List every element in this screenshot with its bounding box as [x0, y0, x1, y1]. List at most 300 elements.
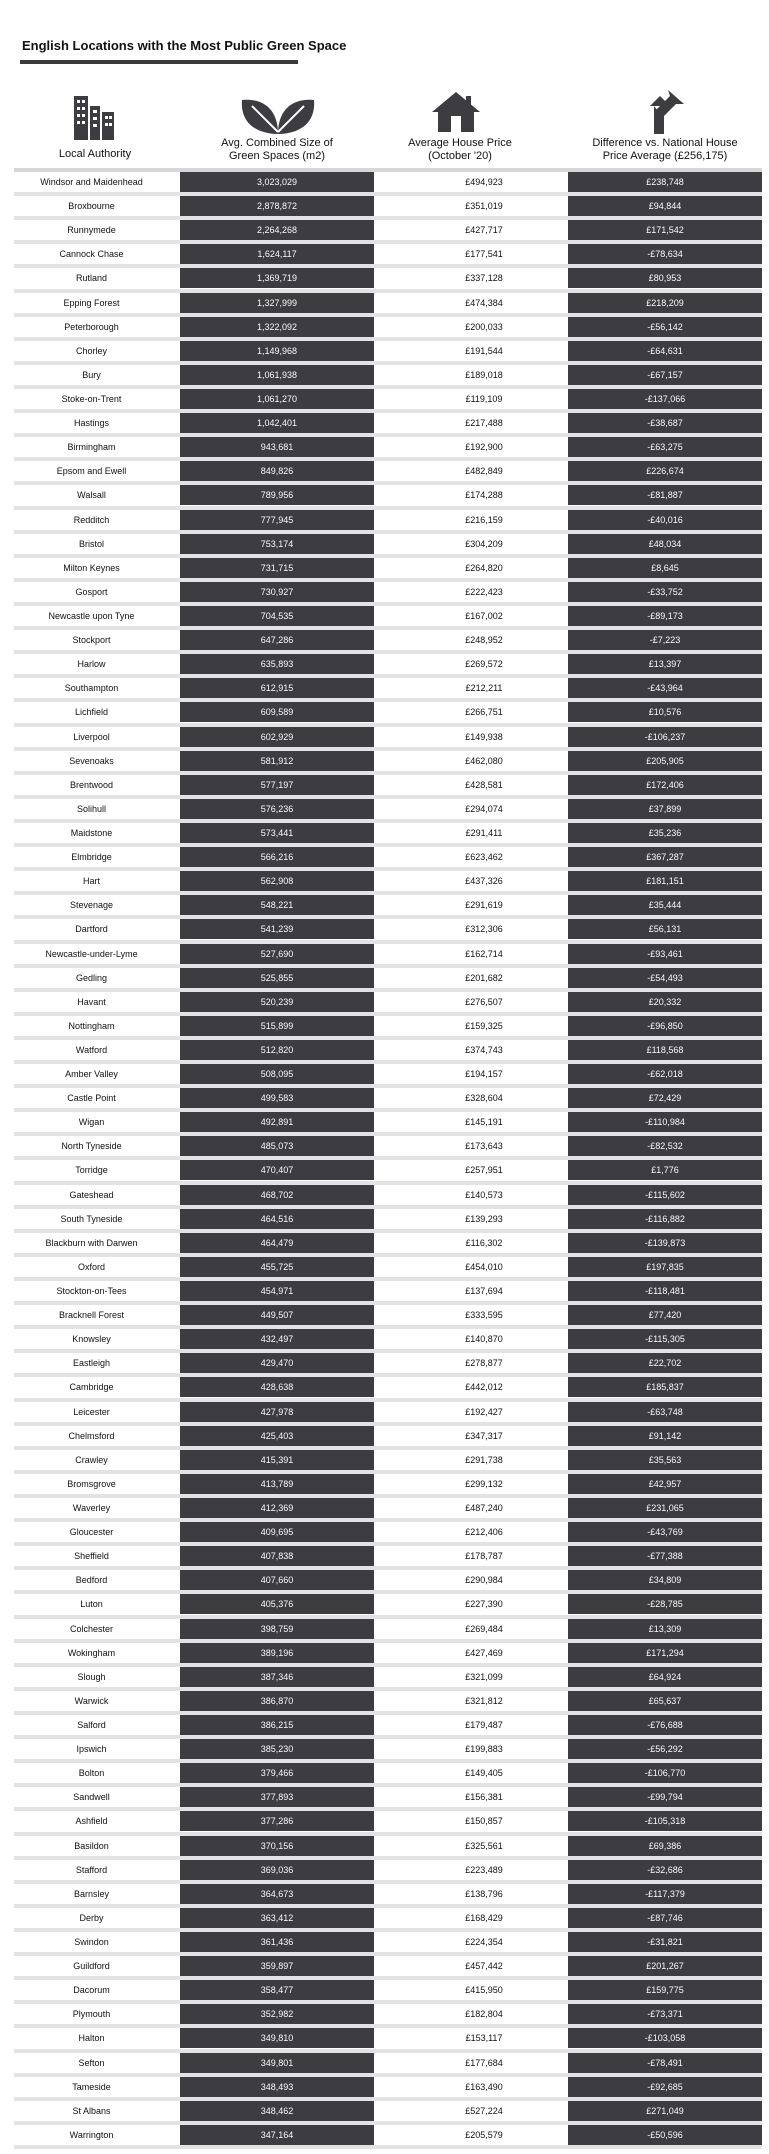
table-row [14, 220, 762, 244]
authority-cell: Bromsgrove [67, 1478, 116, 1489]
house-price-cell: £200,033 [465, 321, 503, 332]
buildings-icon [70, 90, 116, 140]
green-space-cell: 364,673 [180, 1884, 374, 1904]
house-price-cell: £179,487 [465, 1720, 503, 1730]
table-row [14, 341, 762, 365]
table-row [14, 1353, 762, 1377]
green-space-cell: 428,638 [180, 1377, 374, 1397]
house-price-cell: £156,381 [465, 1792, 503, 1803]
green-space-cell: 499,583 [180, 1088, 374, 1108]
difference-cell: £20,332 [568, 992, 762, 1012]
green-space-cell: 425,403 [180, 1426, 374, 1446]
authority-cell: Guildford [73, 1961, 110, 1972]
table-row [14, 654, 762, 678]
difference-cell: £10,576 [568, 702, 762, 722]
difference-cell: £238,748 [568, 172, 762, 192]
title-underline [20, 60, 298, 64]
house-price-cell: £205,579 [465, 2129, 503, 2140]
authority-cell: Southampton [64, 683, 119, 694]
green-space-cell: 379,466 [180, 1763, 374, 1783]
house-price-cell: £462,080 [465, 755, 503, 766]
difference-cell: £42,957 [568, 1474, 762, 1494]
table-row [14, 1474, 762, 1498]
house-price-cell: £337,128 [465, 273, 503, 284]
house-price-cell: £276,507 [465, 996, 503, 1007]
house-price-cell: £163,490 [465, 2081, 503, 2092]
authority-cell: Chelmsford [68, 1430, 115, 1441]
house-price-cell: £212,406 [465, 1527, 503, 1538]
house-price-cell: £299,132 [465, 1478, 503, 1489]
green-space-cell: 1,149,968 [180, 341, 374, 361]
authority-cell: Birmingham [67, 442, 116, 453]
difference-cell: £8,645 [568, 558, 762, 578]
authority-cell: Peterborough [64, 321, 119, 332]
table-row [14, 1860, 762, 1884]
house-price-cell: £159,325 [465, 1020, 503, 1031]
table-row [14, 1811, 762, 1835]
authority-cell: Cambridge [69, 1382, 114, 1393]
green-space-cell: 777,945 [180, 510, 374, 530]
difference-cell: -£43,769 [568, 1522, 762, 1542]
table-row [14, 1281, 762, 1305]
authority-cell: Sevenoaks [69, 755, 114, 766]
difference-cell: £171,542 [568, 220, 762, 240]
house-price-cell: £264,820 [465, 562, 503, 573]
authority-cell: Stockport [72, 635, 111, 646]
table-row [14, 1498, 762, 1522]
green-space-cell: 577,197 [180, 775, 374, 795]
authority-cell: Lichfield [74, 707, 109, 718]
authority-cell: Colchester [69, 1623, 114, 1634]
house-price-cell: £487,240 [465, 1503, 503, 1514]
house-price-cell: £189,018 [465, 369, 503, 380]
difference-cell: -£105,318 [568, 1811, 762, 1831]
table-row [14, 1329, 762, 1353]
authority-cell: Rutland [75, 273, 108, 284]
house-price-cell: £457,442 [465, 1961, 503, 1972]
table-row [14, 1522, 762, 1546]
difference-cell: £35,236 [568, 823, 762, 843]
house-price-cell: £623,462 [465, 852, 503, 863]
difference-cell: £205,905 [568, 751, 762, 771]
authority-cell: South Tyneside [60, 1213, 123, 1224]
house-price-cell: £116,302 [465, 1237, 503, 1248]
difference-cell: £159,775 [568, 1980, 762, 2000]
difference-cell: £64,924 [568, 1667, 762, 1687]
green-space-cell: 2,264,268 [180, 220, 374, 240]
difference-cell: £181,151 [568, 871, 762, 891]
green-space-cell: 731,715 [180, 558, 374, 578]
authority-cell: Sheffield [74, 1551, 109, 1562]
house-price-cell: £177,684 [465, 2057, 503, 2068]
table-row [14, 2028, 762, 2052]
house-price-cell: £149,405 [465, 1768, 503, 1779]
green-space-cell: 405,376 [180, 1594, 374, 1614]
table-row [14, 244, 762, 268]
green-space-cell: 647,286 [180, 630, 374, 650]
green-space-cell: 609,589 [180, 702, 374, 722]
table-row [14, 558, 762, 582]
house-price-cell: £150,857 [465, 1816, 503, 1827]
green-space-cell: 369,036 [180, 1860, 374, 1880]
table-row [14, 775, 762, 799]
table-row [14, 1691, 762, 1715]
house-price-cell: £192,427 [465, 1406, 503, 1417]
difference-cell: -£110,984 [568, 1112, 762, 1132]
house-price-cell: £427,469 [465, 1647, 503, 1658]
table-row [14, 871, 762, 895]
authority-cell: Bracknell Forest [58, 1310, 125, 1321]
green-space-cell: 407,660 [180, 1570, 374, 1590]
authority-cell: Broxbourne [68, 201, 115, 212]
difference-cell: £56,131 [568, 919, 762, 939]
authority-cell: Newcastle-under-Lyme [45, 948, 138, 959]
column-header-house-price: Average House Price (October '20) [408, 137, 512, 162]
difference-cell: £48,034 [568, 534, 762, 554]
authority-cell: Liverpool [73, 731, 110, 742]
authority-cell: Maidstone [70, 827, 113, 838]
difference-cell: -£32,686 [568, 1860, 762, 1880]
house-price-cell: £140,573 [465, 1189, 503, 1200]
authority-cell: North Tyneside [61, 1141, 122, 1152]
authority-cell: Ipswich [76, 1744, 107, 1755]
house-price-cell: £290,984 [465, 1575, 503, 1586]
difference-cell: £13,309 [568, 1619, 762, 1639]
difference-cell: -£7,223 [568, 630, 762, 650]
difference-cell: £91,142 [568, 1426, 762, 1446]
table-row [14, 1426, 762, 1450]
table-row [14, 823, 762, 847]
difference-cell: -£63,275 [568, 437, 762, 457]
green-space-cell: 387,346 [180, 1667, 374, 1687]
house-price-cell: £178,787 [465, 1551, 503, 1562]
green-space-cell: 1,061,938 [180, 365, 374, 385]
house-price-cell: £138,796 [465, 1888, 503, 1899]
difference-cell: £1,776 [568, 1160, 762, 1180]
green-space-cell: 520,239 [180, 992, 374, 1012]
green-space-cell: 1,042,401 [180, 413, 374, 433]
green-space-cell: 389,196 [180, 1643, 374, 1663]
difference-cell: -£92,685 [568, 2077, 762, 2097]
table-row [14, 172, 762, 196]
table-row [14, 944, 762, 968]
green-space-cell: 612,915 [180, 678, 374, 698]
green-space-cell: 386,215 [180, 1715, 374, 1735]
authority-cell: Warrington [69, 2129, 114, 2140]
table-row [14, 1908, 762, 1932]
difference-cell: -£50,596 [568, 2125, 762, 2145]
authority-cell: Luton [80, 1599, 103, 1610]
authority-cell: Derby [79, 1912, 104, 1923]
green-space-cell: 1,322,092 [180, 317, 374, 337]
house-price-cell: £222,423 [465, 586, 503, 597]
green-space-cell: 348,493 [180, 2077, 374, 2097]
difference-cell: -£76,688 [568, 1715, 762, 1735]
house-price-cell: £437,326 [465, 876, 503, 887]
difference-cell: -£89,173 [568, 606, 762, 626]
table-row [14, 1402, 762, 1426]
difference-cell: -£63,748 [568, 1402, 762, 1422]
green-space-cell: 576,236 [180, 799, 374, 819]
table-row [14, 485, 762, 509]
authority-cell: Leicester [73, 1406, 110, 1417]
authority-cell: Gateshead [69, 1189, 114, 1200]
house-price-cell: £427,717 [465, 225, 503, 236]
house-price-cell: £227,390 [465, 1599, 503, 1610]
green-space-cell: 515,899 [180, 1016, 374, 1036]
authority-cell: Solihull [76, 803, 107, 814]
table-row [14, 2053, 762, 2077]
green-space-cell: 581,912 [180, 751, 374, 771]
authority-cell: Wigan [78, 1117, 105, 1128]
house-price-cell: £137,694 [465, 1286, 503, 1297]
difference-cell: £231,065 [568, 1498, 762, 1518]
authority-cell: Amber Valley [65, 1069, 118, 1080]
difference-cell: -£82,532 [568, 1136, 762, 1156]
green-space-cell: 432,497 [180, 1329, 374, 1349]
table-row [14, 1088, 762, 1112]
green-space-cell: 449,507 [180, 1305, 374, 1325]
green-space-cell: 429,470 [180, 1353, 374, 1373]
green-space-cell: 527,690 [180, 944, 374, 964]
difference-cell: £22,702 [568, 1353, 762, 1373]
authority-cell: Havant [77, 996, 106, 1007]
difference-cell: -£99,794 [568, 1787, 762, 1807]
column-header-authority: Local Authority [58, 148, 132, 160]
authority-cell: Harlow [77, 659, 106, 670]
difference-cell: -£87,746 [568, 1908, 762, 1928]
house-price-cell: £527,224 [465, 2105, 503, 2116]
table-row [14, 895, 762, 919]
authority-cell: Bristol [78, 538, 104, 549]
house-price-cell: £192,900 [465, 442, 503, 453]
table-row [14, 919, 762, 943]
green-space-cell: 464,516 [180, 1209, 374, 1229]
table-row [14, 606, 762, 630]
table-row [14, 992, 762, 1016]
house-price-cell: £442,012 [465, 1382, 503, 1393]
house-price-cell: £294,074 [465, 803, 503, 814]
green-space-cell: 407,838 [180, 1546, 374, 1566]
difference-cell: -£106,237 [568, 727, 762, 747]
authority-cell: Eastleigh [72, 1358, 111, 1369]
difference-cell: -£115,305 [568, 1329, 762, 1349]
difference-cell: £185,837 [568, 1377, 762, 1397]
green-space-cell: 1,624,117 [180, 244, 374, 264]
house-price-cell: £177,541 [465, 249, 503, 260]
table-row [14, 1980, 762, 2004]
table-row [14, 293, 762, 317]
difference-cell: £77,420 [568, 1305, 762, 1325]
table-row [14, 1064, 762, 1088]
difference-cell: £72,429 [568, 1088, 762, 1108]
table-row [14, 365, 762, 389]
difference-cell: £69,386 [568, 1836, 762, 1856]
table-row [14, 1305, 762, 1329]
green-space-cell: 704,535 [180, 606, 374, 626]
authority-cell: Stockton-on-Tees [56, 1286, 127, 1297]
difference-cell: -£62,018 [568, 1064, 762, 1084]
difference-cell: -£103,058 [568, 2028, 762, 2048]
authority-cell: Newcastle upon Tyne [48, 610, 135, 621]
table-row [14, 1233, 762, 1257]
house-price-cell: £212,211 [465, 683, 503, 694]
green-space-cell: 541,239 [180, 919, 374, 939]
table-row [14, 751, 762, 775]
authority-cell: Dacorum [73, 1985, 110, 1996]
table-row [14, 1377, 762, 1401]
authority-cell: Sandwell [73, 1792, 110, 1803]
table-row [14, 1136, 762, 1160]
difference-cell: -£137,066 [568, 389, 762, 409]
house-price-cell: £415,950 [465, 1985, 503, 1996]
table-row [14, 1739, 762, 1763]
green-space-cell: 548,221 [180, 895, 374, 915]
table-row [14, 1763, 762, 1787]
difference-cell: £34,809 [568, 1570, 762, 1590]
house-price-cell: £145,191 [465, 1117, 503, 1128]
difference-cell: -£93,461 [568, 944, 762, 964]
table-row [14, 1570, 762, 1594]
authority-cell: Wokingham [67, 1647, 116, 1658]
house-price-cell: £217,488 [465, 418, 503, 429]
difference-cell: £35,444 [568, 895, 762, 915]
table-row [14, 510, 762, 534]
difference-cell: -£117,379 [568, 1884, 762, 1904]
table-row [14, 389, 762, 413]
authority-cell: Hart [82, 876, 100, 887]
authority-cell: Gloucester [69, 1527, 114, 1538]
green-space-cell: 562,908 [180, 871, 374, 891]
authority-cell: Stoke-on-Trent [61, 393, 122, 404]
authority-cell: Knowsley [72, 1334, 111, 1345]
table-row [14, 1546, 762, 1570]
green-space-cell: 512,820 [180, 1040, 374, 1060]
table-row [14, 534, 762, 558]
green-space-cell: 1,369,719 [180, 268, 374, 288]
table-row [14, 968, 762, 992]
authority-cell: Elmbridge [71, 852, 112, 863]
difference-cell: -£28,785 [568, 1594, 762, 1614]
authority-cell: Castle Point [67, 1093, 116, 1104]
difference-cell: £37,899 [568, 799, 762, 819]
authority-cell: Plymouth [72, 2009, 111, 2020]
authority-cell: Warwick [74, 1695, 109, 1706]
table-row [14, 2004, 762, 2028]
difference-cell: £171,294 [568, 1643, 762, 1663]
difference-cell: -£73,371 [568, 2004, 762, 2024]
table-row [14, 1209, 762, 1233]
difference-cell: £65,637 [568, 1691, 762, 1711]
table-row [14, 1932, 762, 1956]
house-price-cell: £494,923 [465, 177, 503, 187]
house-price-cell: £153,117 [465, 2033, 503, 2044]
difference-cell: -£43,964 [568, 678, 762, 698]
difference-cell: £80,953 [568, 268, 762, 288]
house-price-cell: £304,209 [465, 538, 503, 549]
table-row [14, 1257, 762, 1281]
table-row [14, 847, 762, 871]
authority-cell: Watford [75, 1044, 108, 1055]
difference-cell: -£78,491 [568, 2053, 762, 2073]
authority-cell: Torridge [75, 1165, 108, 1176]
authority-cell: Dartford [75, 924, 108, 935]
green-space-cell: 349,810 [180, 2028, 374, 2048]
authority-cell: Nottingham [68, 1020, 115, 1031]
green-space-cell: 358,477 [180, 1980, 374, 2000]
difference-cell: -£67,157 [568, 365, 762, 385]
house-price-cell: £278,877 [465, 1358, 503, 1369]
difference-cell: -£106,770 [568, 1763, 762, 1783]
green-space-cell: 470,407 [180, 1160, 374, 1180]
table-row [14, 1787, 762, 1811]
green-space-cell: 377,893 [180, 1787, 374, 1807]
house-price-cell: £182,804 [465, 2009, 503, 2020]
authority-cell: Crawley [75, 1454, 108, 1465]
house-price-cell: £194,157 [465, 1069, 503, 1080]
green-space-cell: 385,230 [180, 1739, 374, 1759]
house-price-cell: £257,951 [465, 1165, 503, 1176]
house-price-cell: £454,010 [465, 1261, 503, 1272]
green-space-cell: 573,441 [180, 823, 374, 843]
table-row [14, 1667, 762, 1691]
green-space-cell: 468,702 [180, 1185, 374, 1205]
house-price-cell: £191,544 [465, 345, 503, 356]
table-row [14, 1836, 762, 1860]
difference-cell: £367,287 [568, 847, 762, 867]
house-price-cell: £216,159 [465, 514, 503, 525]
house-price-cell: £291,411 [465, 827, 503, 838]
green-space-cell: 359,897 [180, 1956, 374, 1976]
authority-cell: Tameside [72, 2081, 111, 2092]
green-space-cell: 415,391 [180, 1450, 374, 1470]
green-space-cell: 2,878,872 [180, 196, 374, 216]
page-title: English Locations with the Most Public Green Space [22, 38, 347, 53]
authority-cell: Oxford [77, 1261, 105, 1272]
table-row [14, 196, 762, 220]
table-row [14, 2101, 762, 2125]
house-price-cell: £321,099 [465, 1671, 503, 1682]
table-row [14, 1112, 762, 1136]
authority-cell: Barnsley [73, 1888, 109, 1899]
green-space-cell: 730,927 [180, 582, 374, 602]
table-row [14, 413, 762, 437]
difference-cell: £118,568 [568, 1040, 762, 1060]
table-row [14, 630, 762, 654]
house-price-cell: £173,643 [465, 1141, 503, 1152]
green-space-cell: 753,174 [180, 534, 374, 554]
difference-cell: -£78,634 [568, 244, 762, 264]
house-price-cell: £119,109 [465, 393, 503, 404]
difference-cell: -£40,016 [568, 510, 762, 530]
difference-cell: -£96,850 [568, 1016, 762, 1036]
house-price-cell: £199,883 [465, 1744, 503, 1755]
authority-cell: Windsor and Maidenhead [40, 177, 143, 187]
house-price-cell: £291,619 [465, 900, 503, 911]
difference-cell: -£115,602 [568, 1185, 762, 1205]
table-row [14, 1956, 762, 1980]
house-price-cell: £291,738 [465, 1454, 503, 1465]
table-row [14, 799, 762, 823]
green-space-cell: 352,982 [180, 2004, 374, 2024]
house-price-cell: £321,812 [465, 1695, 503, 1706]
table-row [14, 1040, 762, 1064]
house-icon [430, 90, 482, 134]
house-price-cell: £328,604 [465, 1093, 503, 1104]
difference-cell: £197,835 [568, 1257, 762, 1277]
table-row [14, 1619, 762, 1643]
house-price-cell: £149,938 [465, 731, 503, 742]
